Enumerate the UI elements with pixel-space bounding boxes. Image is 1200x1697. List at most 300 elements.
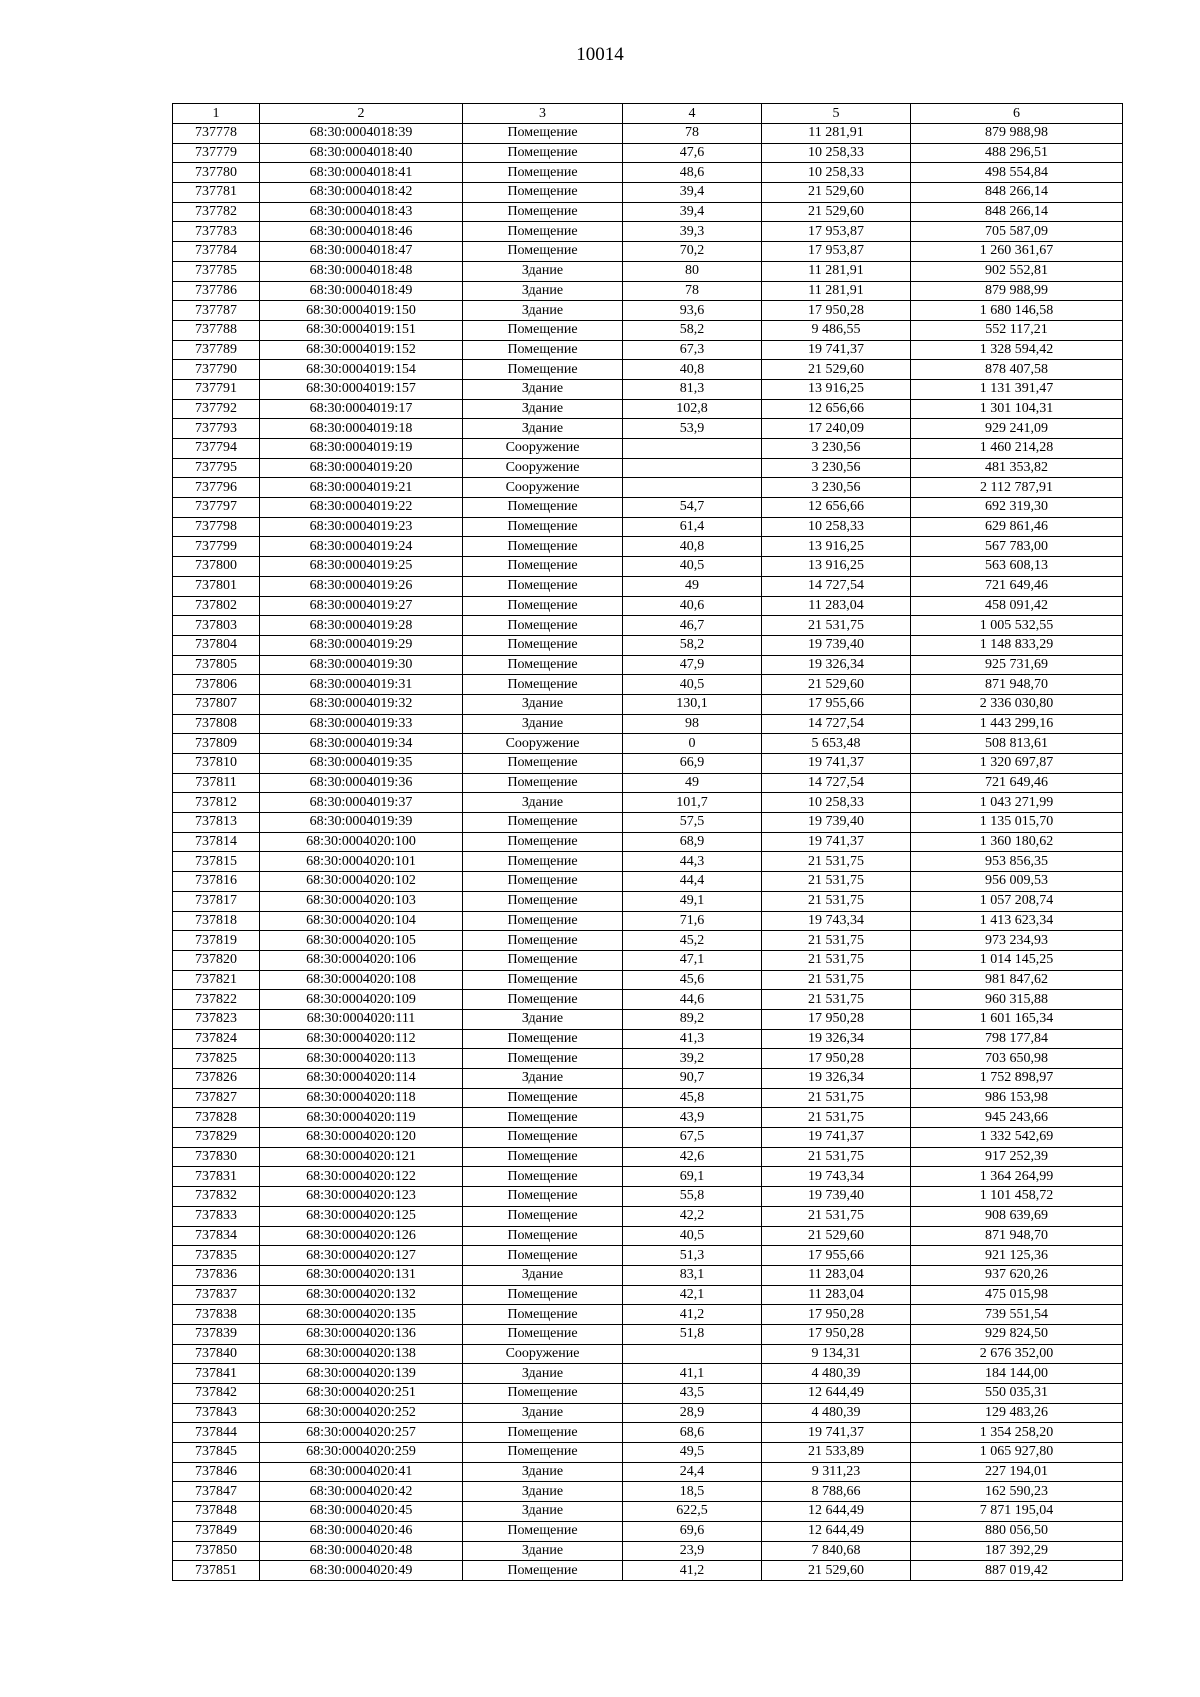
specific-value-cell: 17 953,87 — [762, 222, 911, 242]
specific-value-cell: 17 955,66 — [762, 694, 911, 714]
cadastral-value-cell: 508 813,61 — [911, 734, 1123, 754]
area-cell: 40,8 — [623, 537, 762, 557]
specific-value-cell: 17 955,66 — [762, 1246, 911, 1266]
area-cell: 58,2 — [623, 320, 762, 340]
row-number-cell: 737845 — [173, 1443, 260, 1463]
object-type-cell: Помещение — [463, 222, 623, 242]
cadastral-number-cell: 68:30:0004018:48 — [260, 261, 463, 281]
area-cell: 43,9 — [623, 1108, 762, 1128]
area-cell: 41,3 — [623, 1029, 762, 1049]
cadastral-value-cell: 1 332 542,69 — [911, 1128, 1123, 1148]
table-body — [173, 124, 1123, 1581]
cadastral-value-cell: 458 091,42 — [911, 596, 1123, 616]
row-number-cell: 737841 — [173, 1364, 260, 1384]
cadastral-value-cell: 1 601 165,34 — [911, 1009, 1123, 1029]
cadastral-value-cell: 887 019,42 — [911, 1561, 1123, 1581]
area-cell: 0 — [623, 734, 762, 754]
table-row — [173, 557, 1123, 577]
row-number-cell: 737780 — [173, 163, 260, 183]
row-number-cell: 737783 — [173, 222, 260, 242]
cadastral-number-cell: 68:30:0004019:37 — [260, 793, 463, 813]
cadastral-value-cell: 1 057 208,74 — [911, 891, 1123, 911]
cadastral-number-cell: 68:30:0004019:152 — [260, 340, 463, 360]
cadastral-value-cell: 475 015,98 — [911, 1285, 1123, 1305]
cadastral-value-cell: 1 260 361,67 — [911, 242, 1123, 262]
cadastral-value-cell: 945 243,66 — [911, 1108, 1123, 1128]
table-row — [173, 143, 1123, 163]
row-number-cell: 737837 — [173, 1285, 260, 1305]
object-type-cell: Здание — [463, 694, 623, 714]
row-number-cell: 737843 — [173, 1403, 260, 1423]
row-number-cell: 737831 — [173, 1167, 260, 1187]
object-type-cell: Помещение — [463, 360, 623, 380]
cadastral-number-cell: 68:30:0004018:39 — [260, 124, 463, 144]
cadastral-value-cell: 878 407,58 — [911, 360, 1123, 380]
area-cell — [623, 478, 762, 498]
area-cell: 28,9 — [623, 1403, 762, 1423]
table-row — [173, 281, 1123, 301]
cadastral-value-cell: 552 117,21 — [911, 320, 1123, 340]
area-cell: 45,8 — [623, 1088, 762, 1108]
cadastral-number-cell: 68:30:0004019:28 — [260, 616, 463, 636]
cadastral-number-cell: 68:30:0004019:29 — [260, 635, 463, 655]
cadastral-number-cell: 68:30:0004019:34 — [260, 734, 463, 754]
area-cell: 40,6 — [623, 596, 762, 616]
specific-value-cell: 4 480,39 — [762, 1364, 911, 1384]
specific-value-cell: 19 326,34 — [762, 655, 911, 675]
row-number-cell: 737835 — [173, 1246, 260, 1266]
specific-value-cell: 11 283,04 — [762, 596, 911, 616]
row-number-cell: 737795 — [173, 458, 260, 478]
specific-value-cell: 21 531,75 — [762, 1088, 911, 1108]
table-row — [173, 1364, 1123, 1384]
table-row — [173, 1108, 1123, 1128]
row-number-cell: 737821 — [173, 970, 260, 990]
specific-value-cell: 11 281,91 — [762, 281, 911, 301]
cadastral-number-cell: 68:30:0004020:259 — [260, 1443, 463, 1463]
specific-value-cell: 7 840,68 — [762, 1541, 911, 1561]
object-type-cell: Сооружение — [463, 458, 623, 478]
specific-value-cell: 14 727,54 — [762, 714, 911, 734]
object-type-cell: Помещение — [463, 1049, 623, 1069]
cadastral-value-table — [172, 103, 1123, 1581]
cadastral-value-cell: 1 301 104,31 — [911, 399, 1123, 419]
area-cell: 49,5 — [623, 1443, 762, 1463]
table-row — [173, 498, 1123, 518]
cadastral-value-cell: 2 336 030,80 — [911, 694, 1123, 714]
cadastral-number-cell: 68:30:0004019:32 — [260, 694, 463, 714]
area-cell: 49,1 — [623, 891, 762, 911]
object-type-cell: Помещение — [463, 1384, 623, 1404]
row-number-cell: 737838 — [173, 1305, 260, 1325]
cadastral-number-cell: 68:30:0004018:41 — [260, 163, 463, 183]
object-type-cell: Помещение — [463, 773, 623, 793]
cadastral-value-cell: 848 266,14 — [911, 183, 1123, 203]
row-number-cell: 737814 — [173, 832, 260, 852]
table-row — [173, 694, 1123, 714]
object-type-cell: Здание — [463, 1502, 623, 1522]
object-type-cell: Помещение — [463, 754, 623, 774]
row-number-cell: 737817 — [173, 891, 260, 911]
row-number-cell: 737779 — [173, 143, 260, 163]
specific-value-cell: 12 644,49 — [762, 1521, 911, 1541]
cadastral-number-cell: 68:30:0004020:112 — [260, 1029, 463, 1049]
cadastral-value-cell: 2 676 352,00 — [911, 1344, 1123, 1364]
area-cell — [623, 458, 762, 478]
specific-value-cell: 3 230,56 — [762, 458, 911, 478]
table-row — [173, 399, 1123, 419]
specific-value-cell: 19 739,40 — [762, 635, 911, 655]
area-cell: 43,5 — [623, 1384, 762, 1404]
object-type-cell: Помещение — [463, 655, 623, 675]
cadastral-value-cell: 550 035,31 — [911, 1384, 1123, 1404]
object-type-cell: Сооружение — [463, 1344, 623, 1364]
specific-value-cell: 21 529,60 — [762, 1561, 911, 1581]
row-number-cell: 737781 — [173, 183, 260, 203]
row-number-cell: 737789 — [173, 340, 260, 360]
specific-value-cell: 21 533,89 — [762, 1443, 911, 1463]
table-row — [173, 793, 1123, 813]
row-number-cell: 737802 — [173, 596, 260, 616]
table-header-row — [173, 104, 1123, 124]
area-cell: 47,9 — [623, 655, 762, 675]
object-type-cell: Помещение — [463, 1443, 623, 1463]
table-row — [173, 517, 1123, 537]
object-type-cell: Сооружение — [463, 439, 623, 459]
specific-value-cell: 11 283,04 — [762, 1265, 911, 1285]
object-type-cell: Помещение — [463, 1167, 623, 1187]
cadastral-value-cell: 798 177,84 — [911, 1029, 1123, 1049]
area-cell: 102,8 — [623, 399, 762, 419]
cadastral-value-cell: 162 590,23 — [911, 1482, 1123, 1502]
table-row — [173, 1462, 1123, 1482]
object-type-cell: Помещение — [463, 813, 623, 833]
row-number-cell: 737813 — [173, 813, 260, 833]
object-type-cell: Помещение — [463, 517, 623, 537]
cadastral-value-cell: 1 360 180,62 — [911, 832, 1123, 852]
area-cell: 61,4 — [623, 517, 762, 537]
specific-value-cell: 9 311,23 — [762, 1462, 911, 1482]
table-row — [173, 1561, 1123, 1581]
area-cell: 42,2 — [623, 1206, 762, 1226]
cadastral-value-cell: 908 639,69 — [911, 1206, 1123, 1226]
cadastral-value-cell: 563 608,13 — [911, 557, 1123, 577]
row-number-cell: 737819 — [173, 931, 260, 951]
row-number-cell: 737815 — [173, 852, 260, 872]
object-type-cell: Помещение — [463, 1206, 623, 1226]
cadastral-value-cell: 705 587,09 — [911, 222, 1123, 242]
table-row — [173, 635, 1123, 655]
specific-value-cell: 21 531,75 — [762, 616, 911, 636]
table-row — [173, 891, 1123, 911]
area-cell: 41,2 — [623, 1561, 762, 1581]
row-number-cell: 737827 — [173, 1088, 260, 1108]
area-cell: 45,6 — [623, 970, 762, 990]
row-number-cell: 737786 — [173, 281, 260, 301]
area-cell: 51,3 — [623, 1246, 762, 1266]
specific-value-cell: 21 529,60 — [762, 360, 911, 380]
row-number-cell: 737793 — [173, 419, 260, 439]
object-type-cell: Помещение — [463, 596, 623, 616]
table-row — [173, 1147, 1123, 1167]
cadastral-value-cell: 1 148 833,29 — [911, 635, 1123, 655]
cadastral-value-cell: 567 783,00 — [911, 537, 1123, 557]
row-number-cell: 737829 — [173, 1128, 260, 1148]
cadastral-value-cell: 1 320 697,87 — [911, 754, 1123, 774]
cadastral-number-cell: 68:30:0004019:19 — [260, 439, 463, 459]
row-number-cell: 737810 — [173, 754, 260, 774]
object-type-cell: Помещение — [463, 1226, 623, 1246]
object-type-cell: Помещение — [463, 832, 623, 852]
table-row — [173, 340, 1123, 360]
table-row — [173, 478, 1123, 498]
specific-value-cell: 12 644,49 — [762, 1384, 911, 1404]
object-type-cell: Здание — [463, 261, 623, 281]
cadastral-number-cell: 68:30:0004020:105 — [260, 931, 463, 951]
object-type-cell: Здание — [463, 1009, 623, 1029]
column-header: 2 — [260, 104, 463, 124]
cadastral-value-cell: 929 241,09 — [911, 419, 1123, 439]
specific-value-cell: 3 230,56 — [762, 439, 911, 459]
row-number-cell: 737805 — [173, 655, 260, 675]
area-cell: 622,5 — [623, 1502, 762, 1522]
cadastral-number-cell: 68:30:0004019:35 — [260, 754, 463, 774]
cadastral-number-cell: 68:30:0004019:30 — [260, 655, 463, 675]
cadastral-value-cell: 1 005 532,55 — [911, 616, 1123, 636]
row-number-cell: 737816 — [173, 872, 260, 892]
table-row — [173, 242, 1123, 262]
row-number-cell: 737803 — [173, 616, 260, 636]
table-row — [173, 1246, 1123, 1266]
column-header: 6 — [911, 104, 1123, 124]
cadastral-number-cell: 68:30:0004019:31 — [260, 675, 463, 695]
specific-value-cell: 17 950,28 — [762, 301, 911, 321]
cadastral-number-cell: 68:30:0004020:102 — [260, 872, 463, 892]
specific-value-cell: 10 258,33 — [762, 793, 911, 813]
cadastral-number-cell: 68:30:0004019:26 — [260, 576, 463, 596]
specific-value-cell: 17 240,09 — [762, 419, 911, 439]
cadastral-value-cell: 1 354 258,20 — [911, 1423, 1123, 1443]
table-row — [173, 419, 1123, 439]
table-row — [173, 1265, 1123, 1285]
specific-value-cell: 10 258,33 — [762, 517, 911, 537]
object-type-cell: Помещение — [463, 872, 623, 892]
table-row — [173, 1206, 1123, 1226]
cadastral-value-cell: 1 043 271,99 — [911, 793, 1123, 813]
cadastral-value-cell: 1 460 214,28 — [911, 439, 1123, 459]
cadastral-value-cell: 2 112 787,91 — [911, 478, 1123, 498]
object-type-cell: Помещение — [463, 340, 623, 360]
specific-value-cell: 4 480,39 — [762, 1403, 911, 1423]
object-type-cell: Помещение — [463, 1285, 623, 1305]
row-number-cell: 737846 — [173, 1462, 260, 1482]
table-row — [173, 675, 1123, 695]
object-type-cell: Помещение — [463, 1187, 623, 1207]
cadastral-number-cell: 68:30:0004020:41 — [260, 1462, 463, 1482]
area-cell: 81,3 — [623, 379, 762, 399]
table-row — [173, 754, 1123, 774]
cadastral-number-cell: 68:30:0004018:40 — [260, 143, 463, 163]
row-number-cell: 737792 — [173, 399, 260, 419]
area-cell: 18,5 — [623, 1482, 762, 1502]
area-cell: 42,1 — [623, 1285, 762, 1305]
cadastral-value-cell: 921 125,36 — [911, 1246, 1123, 1266]
table-row — [173, 222, 1123, 242]
specific-value-cell: 21 531,75 — [762, 891, 911, 911]
area-cell: 78 — [623, 124, 762, 144]
table-row — [173, 773, 1123, 793]
cadastral-value-cell: 692 319,30 — [911, 498, 1123, 518]
specific-value-cell: 17 950,28 — [762, 1324, 911, 1344]
object-type-cell: Помещение — [463, 320, 623, 340]
table-row — [173, 1009, 1123, 1029]
area-cell: 23,9 — [623, 1541, 762, 1561]
specific-value-cell: 17 950,28 — [762, 1305, 911, 1325]
cadastral-number-cell: 68:30:0004020:131 — [260, 1265, 463, 1285]
cadastral-value-cell: 1 752 898,97 — [911, 1069, 1123, 1089]
cadastral-number-cell: 68:30:0004020:126 — [260, 1226, 463, 1246]
specific-value-cell: 12 644,49 — [762, 1502, 911, 1522]
cadastral-number-cell: 68:30:0004018:49 — [260, 281, 463, 301]
cadastral-value-cell: 227 194,01 — [911, 1462, 1123, 1482]
object-type-cell: Здание — [463, 714, 623, 734]
table-row — [173, 1049, 1123, 1069]
row-number-cell: 737798 — [173, 517, 260, 537]
table-row — [173, 458, 1123, 478]
object-type-cell: Помещение — [463, 183, 623, 203]
table-row — [173, 1384, 1123, 1404]
specific-value-cell: 21 529,60 — [762, 183, 911, 203]
cadastral-number-cell: 68:30:0004019:21 — [260, 478, 463, 498]
object-type-cell: Помещение — [463, 537, 623, 557]
row-number-cell: 737804 — [173, 635, 260, 655]
specific-value-cell: 13 916,25 — [762, 379, 911, 399]
area-cell: 49 — [623, 773, 762, 793]
area-cell: 44,4 — [623, 872, 762, 892]
column-header: 4 — [623, 104, 762, 124]
cadastral-value-cell: 1 680 146,58 — [911, 301, 1123, 321]
cadastral-number-cell: 68:30:0004020:45 — [260, 1502, 463, 1522]
column-header: 1 — [173, 104, 260, 124]
row-number-cell: 737794 — [173, 439, 260, 459]
area-cell: 68,6 — [623, 1423, 762, 1443]
table-row — [173, 163, 1123, 183]
cadastral-value-cell: 184 144,00 — [911, 1364, 1123, 1384]
row-number-cell: 737828 — [173, 1108, 260, 1128]
area-cell: 58,2 — [623, 635, 762, 655]
cadastral-value-cell: 929 824,50 — [911, 1324, 1123, 1344]
object-type-cell: Помещение — [463, 1147, 623, 1167]
specific-value-cell: 19 743,34 — [762, 911, 911, 931]
table-row — [173, 1482, 1123, 1502]
area-cell — [623, 1344, 762, 1364]
area-cell: 66,9 — [623, 754, 762, 774]
object-type-cell: Здание — [463, 1265, 623, 1285]
cadastral-value-cell: 956 009,53 — [911, 872, 1123, 892]
row-number-cell: 737778 — [173, 124, 260, 144]
area-cell: 57,5 — [623, 813, 762, 833]
cadastral-number-cell: 68:30:0004018:46 — [260, 222, 463, 242]
object-type-cell: Помещение — [463, 143, 623, 163]
object-type-cell: Помещение — [463, 852, 623, 872]
page-number: 10014 — [576, 44, 624, 65]
specific-value-cell: 21 531,75 — [762, 1147, 911, 1167]
object-type-cell: Помещение — [463, 635, 623, 655]
object-type-cell: Помещение — [463, 1029, 623, 1049]
table-row — [173, 1226, 1123, 1246]
area-cell: 41,1 — [623, 1364, 762, 1384]
table-row — [173, 596, 1123, 616]
specific-value-cell: 14 727,54 — [762, 773, 911, 793]
cadastral-value-cell: 1 065 927,80 — [911, 1443, 1123, 1463]
area-cell: 55,8 — [623, 1187, 762, 1207]
cadastral-value-cell: 1 014 145,25 — [911, 950, 1123, 970]
area-cell: 90,7 — [623, 1069, 762, 1089]
table-row — [173, 1324, 1123, 1344]
table-row — [173, 714, 1123, 734]
specific-value-cell: 14 727,54 — [762, 576, 911, 596]
area-cell: 47,6 — [623, 143, 762, 163]
table-row — [173, 1443, 1123, 1463]
table-row — [173, 202, 1123, 222]
cadastral-value-cell: 1 131 391,47 — [911, 379, 1123, 399]
specific-value-cell: 21 529,60 — [762, 202, 911, 222]
specific-value-cell: 21 531,75 — [762, 950, 911, 970]
cadastral-number-cell: 68:30:0004018:42 — [260, 183, 463, 203]
specific-value-cell: 19 741,37 — [762, 754, 911, 774]
row-number-cell: 737790 — [173, 360, 260, 380]
table-row — [173, 872, 1123, 892]
cadastral-number-cell: 68:30:0004020:42 — [260, 1482, 463, 1502]
table-row — [173, 1088, 1123, 1108]
object-type-cell: Здание — [463, 1462, 623, 1482]
row-number-cell: 737830 — [173, 1147, 260, 1167]
specific-value-cell: 8 788,66 — [762, 1482, 911, 1502]
specific-value-cell: 21 531,75 — [762, 872, 911, 892]
cadastral-number-cell: 68:30:0004020:109 — [260, 990, 463, 1010]
specific-value-cell: 13 916,25 — [762, 557, 911, 577]
area-cell: 70,2 — [623, 242, 762, 262]
table-row — [173, 537, 1123, 557]
cadastral-number-cell: 68:30:0004019:154 — [260, 360, 463, 380]
cadastral-value-cell: 937 620,26 — [911, 1265, 1123, 1285]
row-number-cell: 737844 — [173, 1423, 260, 1443]
specific-value-cell: 21 531,75 — [762, 1206, 911, 1226]
row-number-cell: 737818 — [173, 911, 260, 931]
cadastral-value-cell: 917 252,39 — [911, 1147, 1123, 1167]
table-row — [173, 852, 1123, 872]
cadastral-value-cell: 1 101 458,72 — [911, 1187, 1123, 1207]
area-cell: 89,2 — [623, 1009, 762, 1029]
row-number-cell: 737840 — [173, 1344, 260, 1364]
specific-value-cell: 17 953,87 — [762, 242, 911, 262]
specific-value-cell: 19 741,37 — [762, 1128, 911, 1148]
table-row — [173, 1167, 1123, 1187]
cadastral-number-cell: 68:30:0004019:22 — [260, 498, 463, 518]
specific-value-cell: 11 281,91 — [762, 124, 911, 144]
specific-value-cell: 19 326,34 — [762, 1029, 911, 1049]
cadastral-value-cell: 187 392,29 — [911, 1541, 1123, 1561]
specific-value-cell: 9 134,31 — [762, 1344, 911, 1364]
cadastral-number-cell: 68:30:0004020:135 — [260, 1305, 463, 1325]
object-type-cell: Помещение — [463, 242, 623, 262]
specific-value-cell: 17 950,28 — [762, 1049, 911, 1069]
cadastral-value-cell: 1 443 299,16 — [911, 714, 1123, 734]
row-number-cell: 737851 — [173, 1561, 260, 1581]
row-number-cell: 737801 — [173, 576, 260, 596]
specific-value-cell: 21 531,75 — [762, 931, 911, 951]
table-row — [173, 950, 1123, 970]
